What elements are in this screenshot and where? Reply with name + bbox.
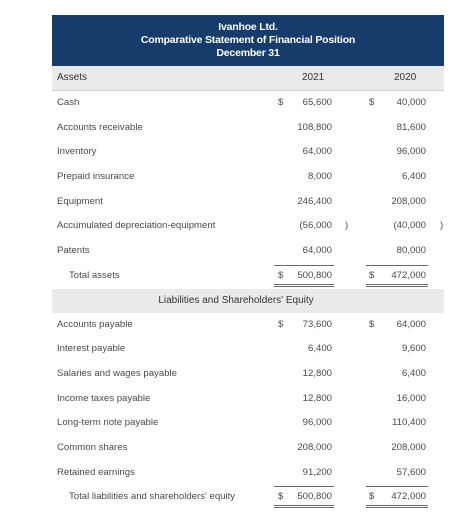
liability-value-2020: 57,600: [396, 466, 426, 478]
liability-value-2021: 96,000: [302, 417, 332, 429]
liability-value-2020: 16,000: [396, 392, 426, 404]
double-underline: [274, 284, 334, 287]
sum-line: [366, 265, 428, 266]
assets-heading: Assets: [57, 72, 88, 83]
dollar-sign: $: [369, 491, 375, 503]
liability-label: Long-term note payable: [57, 417, 159, 429]
liability-value-2020: 64,000: [396, 318, 426, 330]
total-liabilities-label: Total liabilities and shareholders' equity: [69, 491, 236, 503]
liability-value-2020: 110,400: [392, 417, 426, 429]
liability-label: Income taxes payable: [57, 392, 151, 404]
liabilities-section-header: [52, 289, 444, 313]
asset-value-2021: 64,000: [302, 146, 332, 158]
dollar-sign: $: [369, 97, 375, 108]
sum-line: [366, 486, 428, 487]
asset-value-2020: 208,000: [391, 195, 426, 207]
liability-label: Common shares: [57, 441, 128, 453]
liability-row: [52, 436, 444, 461]
asset-value-2020: 40,000: [396, 97, 426, 108]
statement-header: [52, 15, 444, 66]
liability-value-2021: 73,600: [302, 318, 332, 330]
liability-row: [52, 313, 444, 338]
total-assets-label: Total assets: [69, 269, 120, 281]
total-assets-row: [52, 264, 444, 289]
liability-label: Interest payable: [57, 343, 126, 355]
liability-row: [52, 387, 444, 412]
statement-date: December 31: [216, 47, 280, 59]
liability-value-2020: 9,600: [401, 343, 426, 355]
liability-label: Salaries and wages payable: [57, 367, 178, 379]
dollar-sign: $: [278, 318, 284, 330]
liability-row: [52, 337, 444, 362]
asset-value-2020: 6,400: [401, 171, 426, 183]
asset-row: [52, 116, 444, 141]
asset-row: [52, 239, 444, 264]
sum-line: [274, 486, 334, 487]
year-2020-heading: 2020: [394, 72, 417, 83]
financial-statement: [52, 15, 444, 510]
asset-value-2021: 64,000: [302, 245, 332, 257]
double-underline: [366, 284, 428, 287]
asset-value-2020: (40,000: [393, 220, 426, 232]
liability-value-2021: 6,400: [307, 343, 332, 355]
asset-label: Accounts receivable: [57, 121, 143, 133]
statement-title: Comparative Statement of Financial Position: [140, 34, 356, 46]
asset-row: [52, 190, 444, 215]
liability-label: Retained earnings: [57, 466, 135, 478]
liability-value-2021: 208,000: [297, 441, 332, 453]
asset-value-2021: 108,800: [297, 121, 332, 133]
dollar-sign: $: [278, 269, 284, 281]
dollar-sign: $: [278, 491, 284, 503]
liability-value-2020: 6,400: [401, 367, 426, 379]
liability-row: [52, 362, 444, 387]
asset-row: [52, 140, 444, 165]
liabilities-rows: [52, 313, 444, 486]
liability-value-2021: 91,200: [302, 466, 332, 478]
asset-value-2020: 96,000: [396, 146, 426, 158]
company-name: Ivanhoe Ltd.: [218, 21, 278, 33]
asset-row: [52, 214, 444, 239]
liability-value-2020: 208,000: [391, 441, 426, 453]
asset-value-2020: 80,000: [396, 245, 426, 257]
year-2021-heading: 2021: [302, 72, 325, 83]
asset-label: Prepaid insurance: [57, 171, 135, 183]
liability-row: [52, 461, 444, 486]
double-underline: [274, 505, 334, 508]
liability-value-2021: 12,800: [302, 367, 332, 379]
asset-value-2021: 8,000: [307, 171, 332, 183]
close-paren: ): [345, 220, 349, 232]
asset-value-2020: 81,600: [396, 121, 426, 133]
total-liabilities-2021: 500,800: [297, 491, 332, 503]
column-header-row: [52, 66, 444, 91]
liabilities-section-title: Liabilities and Shareholders' Equity: [158, 294, 314, 306]
dollar-sign: $: [278, 97, 284, 108]
total-assets-2021: 500,800: [297, 269, 332, 281]
asset-row: [52, 165, 444, 190]
close-paren: ): [440, 220, 444, 232]
total-liabilities-row: [52, 485, 444, 510]
asset-value-2021: (56,000: [299, 220, 332, 232]
liability-value-2021: 12,800: [302, 392, 332, 404]
asset-value-2021: 65,600: [302, 97, 332, 108]
asset-row: [52, 91, 444, 116]
dollar-sign: $: [369, 318, 375, 330]
asset-label: Inventory: [57, 146, 97, 158]
asset-value-2021: 246,400: [297, 195, 332, 207]
liability-row: [52, 411, 444, 436]
sum-line: [274, 265, 334, 266]
total-assets-2020: 472,000: [391, 269, 426, 281]
asset-label: Patents: [57, 245, 90, 257]
asset-label: Equipment: [57, 195, 103, 207]
dollar-sign: $: [369, 269, 375, 281]
asset-label: Cash: [57, 97, 80, 108]
liability-label: Accounts payable: [57, 318, 133, 330]
assets-rows: [52, 91, 444, 264]
double-underline: [366, 505, 428, 508]
total-liabilities-2020: 472,000: [391, 491, 426, 503]
asset-label: Accumulated depreciation-equipment: [57, 220, 216, 232]
